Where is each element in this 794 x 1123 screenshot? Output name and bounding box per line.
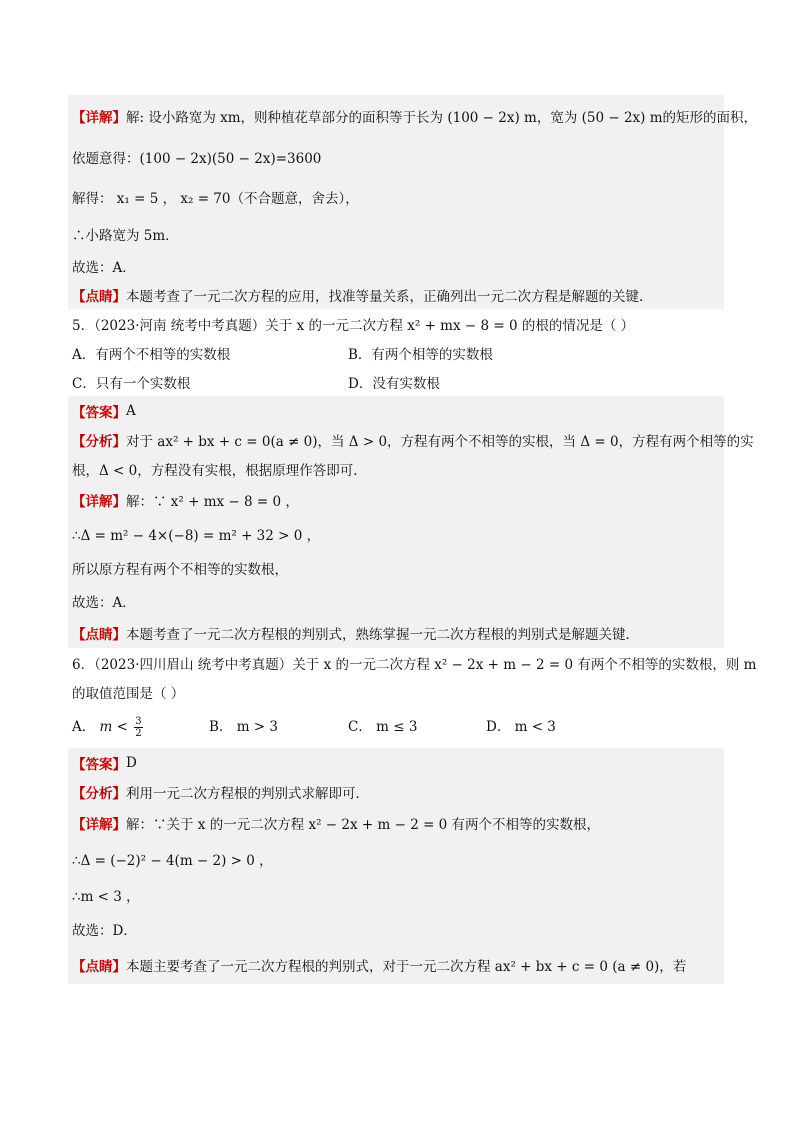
option-a-label: A． bbox=[72, 719, 96, 735]
option-b: B． m > 3 bbox=[209, 719, 278, 735]
q6-stem-row2 bbox=[68, 677, 724, 706]
comment-tag: 【点睛】 bbox=[72, 626, 126, 643]
delta-text: ∴Δ = (−2)² − 4(m − 2) > 0 ， bbox=[72, 853, 273, 869]
comment-text: 本题考查了一元二次方程根的判别式，熟练掌握一元二次方程根的判别式是解题关键． bbox=[126, 626, 639, 643]
comment-tag: 【点睛】 bbox=[72, 959, 126, 975]
answer-value: D bbox=[126, 754, 137, 771]
q6-comment-row bbox=[68, 946, 724, 984]
q4-detail-row bbox=[68, 95, 758, 137]
q5-choice-row bbox=[68, 585, 724, 617]
q6-stem-row1 bbox=[68, 648, 757, 677]
q6-result-row bbox=[68, 878, 724, 912]
q5-comment-row bbox=[68, 617, 724, 648]
q5-options-row1 bbox=[68, 338, 724, 367]
analysis-text: 利用一元二次方程根的判别式求解即可． bbox=[126, 785, 369, 802]
q5-stem bbox=[68, 309, 724, 338]
detail-tag: 【详解】 bbox=[72, 817, 126, 833]
q5-analysis-row2 bbox=[68, 454, 724, 483]
answer-tag: 【答案】 bbox=[72, 404, 126, 421]
detail-text: 解：∵ x² + mx − 8 = 0 ， bbox=[126, 494, 299, 510]
choice-text: 故选：D． bbox=[72, 923, 137, 939]
analysis-text: 对于 ax² + bx + c = 0(a ≠ 0)，当 Δ > 0，方程有两个不相等的实根，当 Δ = 0，方程有两个相等的实 bbox=[126, 433, 754, 450]
detail-tag: 【详解】 bbox=[72, 494, 126, 510]
detail-tag: 【详解】 bbox=[72, 110, 126, 126]
therefore-text: ∴小路宽为 5m． bbox=[72, 228, 179, 244]
solve-text: 解得： x₁ = 5 ， x₂ = 70（不合题意，舍去）， bbox=[72, 191, 359, 207]
question-stem: 6．（2023·四川眉山 统考中考真题）关于 x 的一元二次方程 x² − 2x + m − 2 = 0 有两个不相等的实数根，则 m bbox=[72, 656, 757, 673]
q5-detail-row bbox=[68, 483, 724, 517]
q6-answer-row bbox=[68, 748, 724, 777]
comment-text: 本题考查了一元二次方程的应用，找准等量关系，正确列出一元二次方程是解题的关键． bbox=[126, 288, 653, 305]
fraction-denominator: 2 bbox=[135, 728, 142, 739]
q5-options-row2 bbox=[68, 367, 724, 396]
analysis-tag: 【分析】 bbox=[72, 785, 126, 802]
option-d: D． m < 3 bbox=[486, 719, 556, 735]
q4-comment-row bbox=[68, 280, 724, 309]
option-a-fraction bbox=[134, 716, 142, 739]
q4-solve-row bbox=[68, 177, 724, 217]
q4-therefore-row bbox=[68, 217, 724, 251]
q6-analysis-row bbox=[68, 777, 724, 806]
result-text: ∴m < 3 ， bbox=[72, 889, 140, 905]
fraction-numerator: 3 bbox=[135, 716, 142, 727]
option-a bbox=[72, 715, 209, 739]
option-b: B．有两个相等的实数根 bbox=[348, 346, 493, 363]
detail-text: 解：∵关于 x 的一元二次方程 x² − 2x + m − 2 = 0 有两个不相等的实数根， bbox=[126, 817, 601, 833]
q5-delta-row bbox=[68, 517, 724, 551]
q6-options-row bbox=[68, 706, 724, 748]
q6-detail-row bbox=[68, 806, 724, 840]
q5-answer-row bbox=[68, 396, 724, 425]
q4-equation-row bbox=[68, 137, 724, 177]
q6-delta-row bbox=[68, 840, 724, 878]
comment-tag: 【点睛】 bbox=[72, 288, 126, 305]
option-a-var: m < bbox=[99, 719, 128, 735]
option-c: C．只有一个实数根 bbox=[72, 375, 191, 392]
option-d: D．没有实数根 bbox=[348, 375, 440, 392]
option-c: C． m ≤ 3 bbox=[348, 719, 418, 735]
detail-text: 解: 设小路宽为 xm，则种植花草部分的面积等于长为 (100 − 2x) m，宽为 (50 − 2x) m的矩形的面积， bbox=[126, 110, 758, 126]
question-stem-cont: 的取值范围是（ ） bbox=[72, 685, 185, 702]
document-page bbox=[68, 95, 758, 984]
choice-text: 故选：A． bbox=[72, 259, 136, 276]
question-stem: 5．（2023·河南 统考中考真题）关于 x 的一元二次方程 x² + mx − 8 = 0 的根的情况是（ ） bbox=[72, 317, 635, 334]
q5-conclusion-row bbox=[68, 551, 724, 585]
q4-choice-row bbox=[68, 251, 724, 280]
answer-value: A bbox=[126, 402, 136, 419]
q6-choice-row bbox=[68, 912, 724, 946]
answer-tag: 【答案】 bbox=[72, 756, 126, 773]
analysis-text-cont: 根，Δ < 0，方程没有实根，根据原理作答即可． bbox=[72, 462, 367, 479]
analysis-tag: 【分析】 bbox=[72, 433, 126, 450]
delta-text: ∴Δ = m² − 4×(−8) = m² + 32 > 0 ， bbox=[72, 528, 321, 544]
q5-analysis-row1 bbox=[68, 425, 754, 454]
equation-text: 依题意得：(100 − 2x)(50 − 2x)=3600 bbox=[72, 151, 322, 167]
conclusion-text: 所以原方程有两个不相等的实数根， bbox=[72, 562, 288, 578]
choice-text: 故选：A． bbox=[72, 595, 136, 611]
option-a: A．有两个不相等的实数根 bbox=[72, 346, 231, 363]
comment-text: 本题主要考查了一元二次方程根的判别式，对于一元二次方程 ax² + bx + c = 0 (a ≠ 0)，若 bbox=[126, 959, 687, 975]
